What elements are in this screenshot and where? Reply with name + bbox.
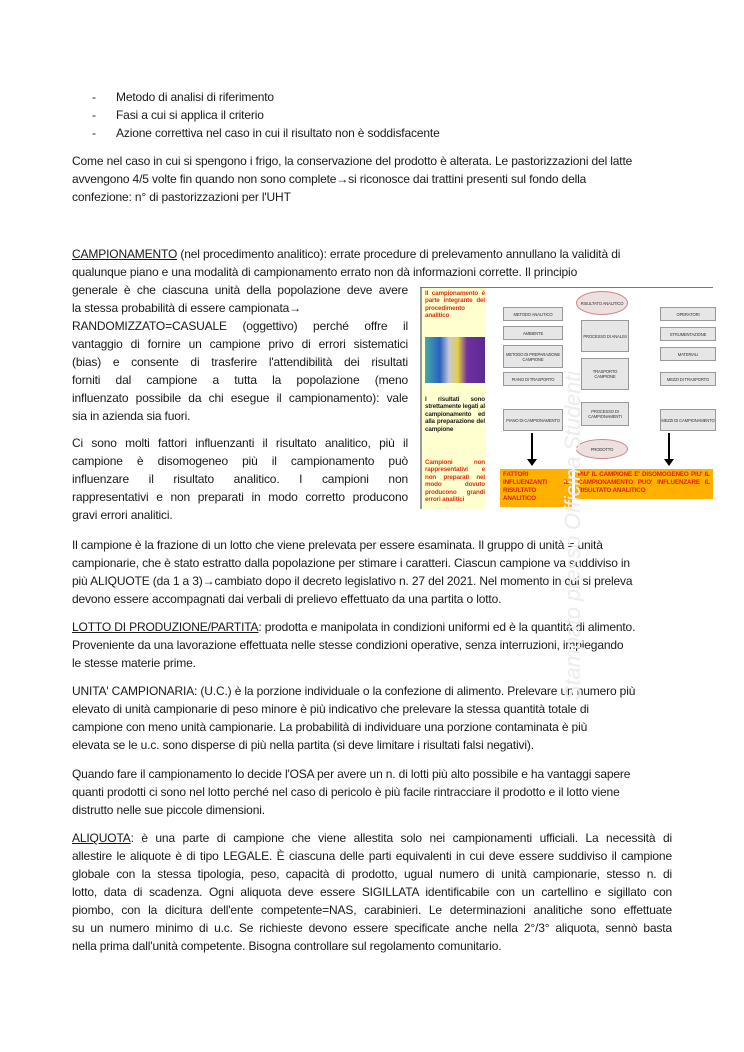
- section-heading: LOTTO DI PRODUZIONE/PARTITA: [72, 620, 259, 634]
- text-line: devono essere accompagnati dai verbali di prelievo effettuato da una partita o lotto.: [72, 592, 502, 606]
- figure-text-top: Il campionamento è parte integrante del procedimento analitico: [425, 290, 485, 320]
- text-line: quanti prodotti ci sono nel lotto perché nel caso di pericolo è più facile rintracciare il prodotto e il lotto viene: [72, 785, 620, 799]
- factor-box: TRASPORTO CAMPIONE: [581, 358, 629, 390]
- text-line: distrutto nelle sue piccole dimensioni.: [72, 803, 265, 817]
- bullet-dash: -: [92, 90, 96, 104]
- factor-box: STRUMENTAZIONE: [660, 327, 716, 341]
- text-line: la stessa probabilità di essere campionata→: [72, 301, 302, 315]
- text-line: confezione: n° di pastorizzazioni per l'UHT: [72, 190, 291, 204]
- factor-box: MEZZI DI TRASPORTO: [660, 372, 716, 386]
- factor-box: METODO DI PREPARAZIONE CAMPIONE: [503, 345, 563, 368]
- factor-box: METODO ANALITICO: [503, 307, 563, 321]
- text-line: (bias) e consente di trasferire l'attendibilità dei risultati: [72, 355, 408, 369]
- paragraph-osa: [72, 765, 672, 819]
- section-heading: CAMPIONAMENTO: [72, 247, 178, 261]
- text-line: Ci sono molti fattori influenzanti il risultato analitico, più il: [72, 436, 408, 450]
- text-line: allestire le aliquote è di tipo LEGALE. È ciascuna delle parti equivalenti in cui deve essere suddiviso il campione: [72, 849, 672, 863]
- text-line: sia in azienda sia fuori.: [72, 409, 191, 423]
- text-line: RANDOMIZZATO=CASUALE (oggettivo) perché offre il: [72, 319, 408, 333]
- paragraph-fattori: [72, 434, 408, 524]
- factor-box: PIANO DI CAMPIONAMENTO: [503, 409, 563, 431]
- bullet-dash: -: [92, 108, 96, 122]
- text-line: influenzare il risultato analitico. I campioni non: [72, 472, 408, 486]
- factor-box: MEZZI DI CAMPIONAMENTO: [660, 409, 716, 431]
- factor-box: MATERIALI: [660, 347, 716, 361]
- text-line: su un numero minimo di u.c. Se richieste devono essere specificate anche nella 2°/3° aliquota, sennò basta: [72, 921, 672, 935]
- text-line: globale con la stessa tipologia, peso, capacità di prodotto, ugual numero di unità campionarie, stesso n. di: [72, 867, 672, 881]
- text-line: elevata se le u.c. sono disperse di più nella partita (si deve limitare i risultati falsi negativi).: [72, 738, 534, 752]
- text-line: campione è disomogeneo più il campionamento può: [72, 454, 408, 468]
- text-line: qualunque piano e una modalità di campionamento errato non dà informazioni corrette. Il principio: [72, 265, 578, 279]
- text-line: gravi errori analitici.: [72, 508, 173, 522]
- text-line: campione con meno unità campionarie. La probabilità di individuare una porzione contaminata è più: [72, 720, 588, 734]
- text-line: avvengono 4/5 volte fin quando non sono complete→si riconosce dai trattini presenti sul fondo della: [72, 172, 587, 186]
- line-text: : è una parte di campione che viene allestita solo nei campionamenti ufficiali. La necessità di: [130, 831, 672, 845]
- text-line: elevato di unità campionarie di peso minore è più indicativo che prelevare la stessa quantità totale di: [72, 702, 589, 716]
- bullet-item: [92, 88, 274, 106]
- factor-box: AMBIENTE: [503, 326, 563, 340]
- factor-box: OPERATORI: [660, 307, 716, 321]
- text-line: Il campione è la frazione di un lotto che viene prelevata per essere esaminata. Il gruppo di unità = unità: [72, 538, 603, 552]
- bullet-item: [92, 106, 264, 124]
- paragraph-principio: [72, 281, 408, 425]
- figure-text-bottom: Campioni non rappresentativi e non preparati nel modo dovuto producono grandi errori analitici: [425, 459, 485, 504]
- text-line: piombo, con la dicitura dell'ente competente=NAS, carabinieri. Le determinazioni analitiche sono effettuate: [72, 903, 672, 917]
- bullet-item: [92, 124, 440, 142]
- arrow-down-icon: [531, 433, 533, 460]
- paragraph-frigo: [72, 152, 672, 206]
- text-line: vantaggio di fornire un campione privo di errori sistematici: [72, 337, 408, 351]
- text-line: campionarie, che è stato estratto dalla popolazione per stimare i caratteri. Ciascun campione va suddiviso in: [72, 556, 630, 570]
- figure-side-panel: [420, 288, 486, 509]
- text-line: Come nel caso in cui si spengono i frigo, la conservazione del prodotto è alterata. Le pastorizzazioni del latte: [72, 154, 633, 168]
- text-line: rappresentativi e non preparati in modo corretto producono: [72, 490, 408, 504]
- factor-box: PROCESSO DI CAMPIONAMENTI: [581, 402, 629, 426]
- text-line: nella prima dall'unità competente. Bisogna controllare sul regolamento comunitario.: [72, 939, 502, 953]
- text-line: le stesse materie prime.: [72, 656, 196, 670]
- line-text: (nel procedimento analitico): errate procedure di prelevamento annullano la validità di: [177, 247, 621, 261]
- risultato-analitico-oval: RISULTATO ANALITICO: [576, 291, 628, 315]
- text-line: [72, 245, 672, 263]
- arrow-down-icon: [668, 433, 670, 460]
- fattori-box: FATTORI INFLUENZANTI IL RISULTATO ANALITICO: [500, 469, 572, 507]
- bullet-dash: -: [92, 126, 96, 140]
- text-line: lotto, data di scadenza. Ogni aliquota deve essere SIGILLATA identificabile con un cartellino e sigillato con: [72, 885, 672, 899]
- bullet-text: Fasi a cui si applica il criterio: [116, 108, 264, 122]
- bullet-text: Azione correttiva nel caso in cui il risultato non è soddisfacente: [116, 126, 440, 140]
- factor-box: PROCESSO DI ANALISI: [581, 320, 629, 352]
- paragraph-campionamento: [72, 245, 672, 281]
- text-line: influenzato possibile da chi esegue il campionamento): vale: [72, 391, 408, 405]
- figure-text-mid: I risultati sono strettamente legati al campionamento ed alla preparazione del campione: [425, 396, 485, 433]
- bullet-text: Metodo di analisi di riferimento: [116, 90, 274, 104]
- text-line: forniti dal campione a tutta la popolazione (meno: [72, 373, 408, 387]
- disomogeneo-box: PIU' IL CAMPIONE E' DISOMOGENEO PIU' IL CAMPIONAMENTO PUO' INFLUENZARE IL RISULTATO ANALITICO: [575, 469, 713, 499]
- text-line: Proveniente da una lavorazione effettuata nelle stesse condizioni operative, senza interruzioni, impiegando: [72, 638, 624, 652]
- watermark: Stampato presso Officina Studenti: [560, 371, 585, 700]
- factor-box: PIANO DI TRASPORTO: [503, 372, 563, 386]
- text-line: Quando fare il campionamento lo decide l'OSA per avere un n. di lotti più alto possibile e ha vantaggi sapere: [72, 767, 631, 781]
- section-heading: ALIQUOTA: [72, 831, 131, 845]
- text-line: più ALIQUOTE (da 1 a 3)→cambiato dopo il decreto legislativo n. 27 del 2021. Nel momento in cui si preleva: [72, 574, 633, 588]
- prodotto-oval: PRODOTTO: [576, 439, 628, 459]
- sample-tubes-photo: [425, 337, 485, 383]
- line-text: : prodotta e manipolata in condizioni uniformi ed è la quantità di alimento.: [258, 620, 636, 634]
- text-line: UNITA' CAMPIONARIA: (U.C.) è la porzione individuale o la confezione di alimento. Prelevare un numero più: [72, 684, 636, 698]
- paragraph-aliquota: [72, 829, 672, 955]
- text-line: generale è che ciascuna unità della popolazione deve avere: [72, 283, 408, 297]
- text-line: [72, 829, 672, 847]
